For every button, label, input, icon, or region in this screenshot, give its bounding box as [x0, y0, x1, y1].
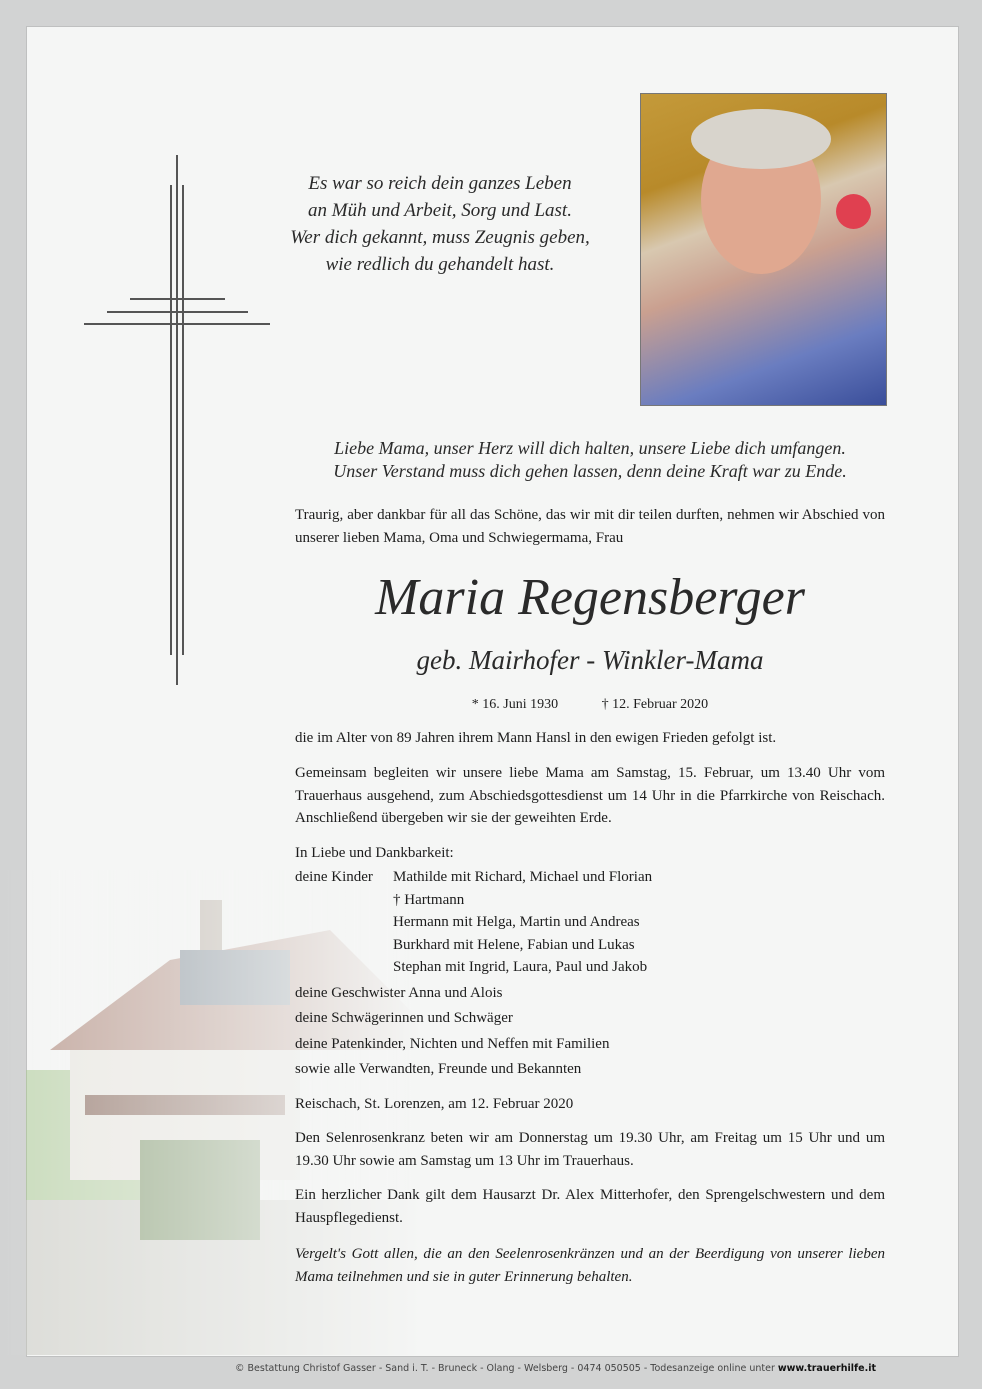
age-text: die im Alter von 89 Jahren ihrem Mann Hansl in den ewigen Frieden gefolgt ist. — [295, 730, 777, 746]
verse-line: Unser Verstand muss dich gehen lassen, denn deine Kraft war zu Ende. — [333, 461, 847, 481]
closing-text: Vergelt's Gott allen, die an den Seelenrosenkränzen und an der Beerdigung von unserer lieben Mama teilnehmen und sie in guter Erinnerung behalten. — [295, 1246, 885, 1285]
relative-item: deine Geschwister Anna und Alois — [295, 984, 503, 1001]
child-item: † Hartmann — [393, 891, 465, 908]
portrait-photo — [640, 93, 887, 406]
deceased-name: Maria Regensberger — [375, 569, 805, 626]
place-date: Reischach, St. Lorenzen, am 12. Februar 2020 — [295, 1096, 574, 1112]
maiden-name: geb. Mairhofer - Winkler-Mama — [416, 645, 764, 675]
family-list — [295, 866, 652, 1081]
dates — [295, 697, 885, 713]
child-item: Burkhard mit Helene, Fabian und Lukas — [393, 936, 635, 953]
verse-line: Liebe Mama, unser Herz will dich halten, unsere Liebe dich umfangen. — [334, 438, 846, 458]
poem — [250, 170, 630, 278]
funeral-text: Gemeinsam begleiten wir unsere liebe Mama am Samstag, 15. Februar, um 13.40 Uhr vom Trauerhaus ausgehend, zum Abschiedsgottesdienst um 14 Uhr in die Pfarrkirche von Reischach. Anschließend übergeben wir sie der geweihten Erde. — [295, 765, 885, 826]
relative-item: sowie alle Verwandten, Freunde und Bekannten — [295, 1061, 582, 1077]
thanks-text: Ein herzlicher Dank gilt dem Hausarzt Dr. Alex Mitterhofer, den Sprengelschwestern und dem Hauspflegedienst. — [295, 1187, 885, 1226]
rosary-text: Den Selenrosenkranz beten wir am Donnerstag um 19.30 Uhr, am Freitag um 15 Uhr und um 19.30 Uhr sowie am Samstag um 13 Uhr im Trauerhaus. — [295, 1130, 885, 1169]
poem-line: an Müh und Arbeit, Sorg und Last. — [308, 200, 572, 221]
poem-line: Wer dich gekannt, muss Zeugnis geben, — [290, 227, 590, 248]
footer-text: © Bestattung Christof Gasser - Sand i. T. - Bruneck - Olang - Welsberg - 0474 050505 - Todesanzeige online unter — [235, 1363, 778, 1374]
family-heading: In Liebe und Dankbarkeit: — [295, 845, 454, 861]
child-item: Hermann mit Helga, Martin und Andreas — [393, 914, 640, 930]
child-item: Mathilde mit Richard, Michael und Florian — [393, 869, 653, 885]
poem-line: wie redlich du gehandelt hast. — [325, 254, 555, 275]
birth-date: * 16. Juni 1930 — [471, 697, 559, 712]
intro-text: Traurig, aber dankbar für all das Schöne, das wir mit dir teilen durften, nehmen wir Abschied von unserer lieben Mama, Oma und Schwiegermama, Frau — [295, 507, 885, 546]
verse — [250, 437, 930, 483]
child-item: Stephan mit Ingrid, Laura, Paul und Jakob — [393, 959, 648, 975]
footer-link[interactable]: www.trauerhilfe.it — [777, 1363, 876, 1374]
relative-item: deine Schwägerinnen und Schwäger — [295, 1010, 513, 1026]
poem-line: Es war so reich dein ganzes Leben — [308, 173, 572, 194]
relative-item: deine Patenkinder, Nichten und Neffen mit Familien — [295, 1035, 610, 1052]
children-label: deine Kinder — [295, 869, 373, 885]
footer — [0, 1363, 982, 1374]
death-date: † 12. Februar 2020 — [601, 697, 709, 712]
